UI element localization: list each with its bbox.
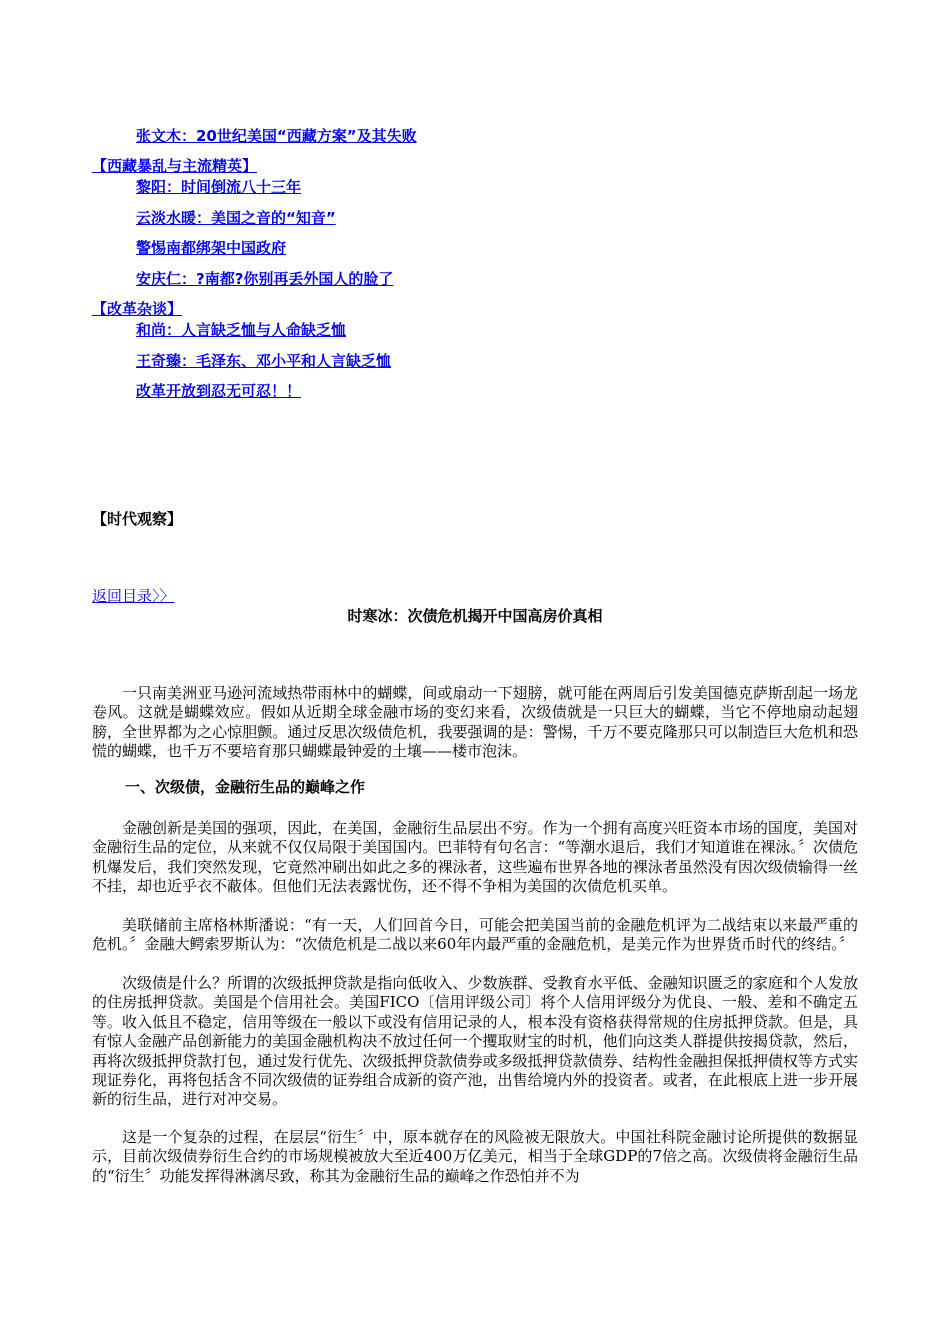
toc-link-zhang-wenmu[interactable]: 张文木：20世纪美国“西藏方案”及其失败 (136, 127, 417, 145)
toc-link-an-qingren[interactable]: 安庆仁：?南都?你别再丢外国人的脸了 (136, 270, 394, 288)
toc-link-yundan-shuinuan[interactable]: 云淡水暖：美国之音的“知音” (136, 209, 336, 227)
article-paragraph-4: 这是一个复杂的过程，在层层“衍生〞中，原本就存在的风险被无限放大。中国社科院金融讨论所提供的数据显示，目前次级债券衍生合约的市场规模被放大至近400万亿美元，相当于全球GDP的7倍之高。次级债将金融衍生品的“衍生〞功能发挥得淋漓尽致，称其为金融衍生品的巅峰之作恐怕并不为 (92, 1128, 858, 1185)
article-title: 时寒冰：次债危机揭开中国高房价真相 (347, 607, 603, 625)
article-paragraph-3: 次级债是什么？所谓的次级抵押贷款是指向低收入、少数族群、受教育水平低、金融知识匮乏的家庭和个人发放的住房抵押贷款。美国是个信用社会。美国FICO〔信用评级公司〕将个人信用评级分为优良、一般、差和不确定五等。收入低且不稳定，信用等级在一般以下或没有信用记录的人，根本没有资格获得常规的住房抵押贷款。但是，具有惊人金融产品创新能力的美国金融机构决不放过任何一个攫取财宝的时机，他们向这类人群提供按揭贷款，然后，再将次级抵押贷款打包，通过发行优先、次级抵押贷款债券或多级抵押贷款债券、结构性金融担保抵押债权等方式实现证券化，再将包括含不同次级债的证券组合成新的资产池，出售给境内外的投资者。或者，在此根底上进一步开展新的衍生品，进行对冲交易。 (92, 974, 858, 1109)
article-paragraph-1: 金融创新是美国的强项，因此，在美国，金融衍生品层出不穷。作为一个拥有高度兴旺资本市场的国度，美国对金融衍生品的定位，从来就不仅仅局限于美国国内。巴菲特有句名言：“等潮水退后，我们才知道谁在裸泳。〞次债危机爆发后，我们突然发现，它竟然冲刷出如此之多的裸泳者，这些遍布世界各地的裸泳者虽然没有因次级债输得一丝不挂，却也近乎衣不蔽体。但他们无法表露忧伤，还不得不争相为美国的次债危机买单。 (92, 819, 858, 896)
toc-link-reform-opening[interactable]: 改革开放到忍无可忍！！ (136, 382, 302, 400)
section-heading: 【时代观察】 (92, 510, 183, 528)
back-to-toc-link[interactable]: 返回目录〉〉 (92, 587, 175, 605)
article-subheading: 一、次级债，金融衍生品的巅峰之作 (125, 778, 366, 796)
toc-link-wang-qizhen[interactable]: 王奇臻：毛泽东、邓小平和人言缺乏恤 (136, 352, 392, 370)
toc-link-li-yang[interactable]: 黎阳：时间倒流八十三年 (136, 178, 302, 196)
toc-link-nandu-warning[interactable]: 警惕南都绑架中国政府 (136, 239, 287, 257)
article-intro-paragraph: 一只南美洲亚马逊河流域热带雨林中的蝴蝶，间或扇动一下翅膀，就可能在两周后引发美国德克萨斯刮起一场龙卷风。这就是蝴蝶效应。假如从近期全球金融市场的变幻来看，次级债就是一只巨大的蝴蝶，当它不停地扇动起翅膀，全世界都为之心惊胆颤。通过反思次级债危机，我要强调的是：警惕，千万不要克隆那只可以制造巨大危机和恐慌的蝴蝶，也千万不要培育那只蝴蝶最钟爱的土壤——楼市泡沫。 (92, 684, 858, 761)
article-paragraph-2: 美联储前主席格林斯潘说：“有一天，人们回首今日，可能会把美国当前的金融危机评为二战结束以来最严重的危机。〞金融大鳄索罗斯认为：“次债危机是二战以来60年内最严重的金融危机，是美元作为世界货币时代的终结。〞 (92, 916, 858, 954)
toc-category-reform[interactable]: 【改革杂谈】 (92, 300, 183, 318)
toc-link-he-shang[interactable]: 和尚：人言缺乏恤与人命缺乏恤 (136, 321, 347, 339)
toc-category-tibet[interactable]: 【西藏暴乱与主流精英】 (92, 157, 258, 175)
